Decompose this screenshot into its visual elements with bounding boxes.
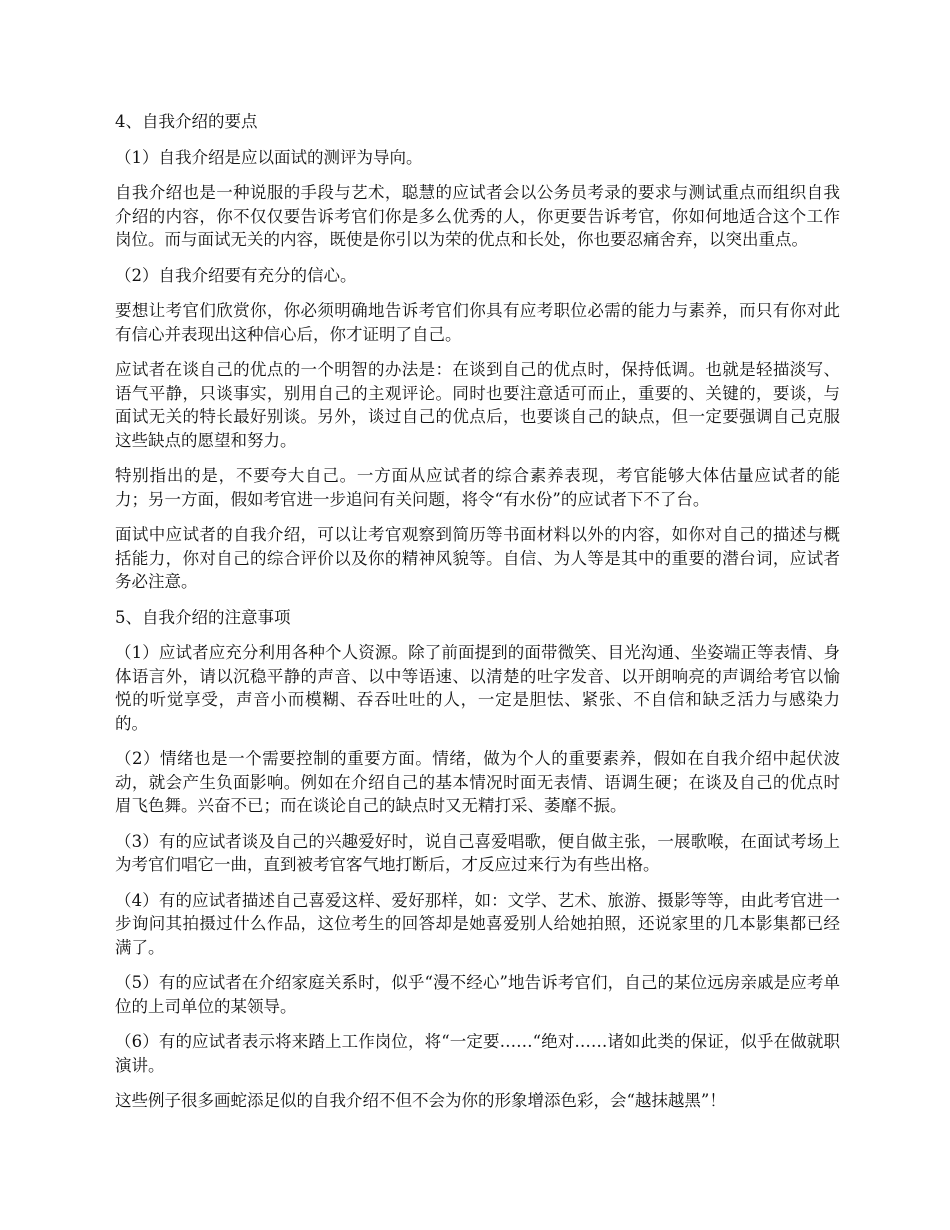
section-4-paragraph-7: 面试中应试者的自我介绍，可以让考官观察到简历等书面材料以外的内容，如你对自己的描述与概括能力，你对自己的综合评价以及你的精神风貌等。自信、为人等是其中的重要的潜台词，应试者务必注意。 xyxy=(115,525,840,591)
document-page xyxy=(115,110,840,1125)
section-4-heading: 4、自我介绍的要点 xyxy=(115,112,258,131)
section-4-paragraph-3: （2）自我介绍要有充分的信心。 xyxy=(115,265,357,285)
section-5-paragraph-7: 这些例子很多画蛇添足似的自我介绍不但不会为你的形象增添色彩，会“越抹越黑”！ xyxy=(115,1091,726,1110)
section-5-paragraph-4: （4）有的应试者描述自己喜爱这样、爱好那样，如：文学、艺术、旅游、摄影等等，由此考官进一步询问其拍摄过什么作品，这位考生的回答却是她喜爱别人给她拍照，还说家里的几本影集都已经满了。 xyxy=(115,890,840,957)
section-4-paragraph-2: 自我介绍也是一种说服的手段与艺术，聪慧的应试者会以公务员考录的要求与测试重点而组织自我介绍的内容，你不仅仅要告诉考官们你是多么优秀的人，你更要告诉考官，你如何地适合这个工作岗位。而与面试无关的内容，既使是你引以为荣的优点和长处，你也要忍痛舍弃，以突出重点。 xyxy=(115,183,840,249)
section-4-paragraph-6: 特别指出的是，不要夸大自己。一方面从应试者的综合素养表现，考官能够大体估量应试者的能力；另一方面，假如考官进一步追问有关问题，将令“有水份”的应试者下不了台。 xyxy=(115,466,840,509)
section-5-heading: 5、自我介绍的注意事项 xyxy=(115,607,291,627)
section-4-paragraph-4: 要想让考官们欣赏你，你必须明确地告诉考官们你具有应考职位必需的能力与素养，而只有你对此有信心并表现出这种信心后，你才证明了自己。 xyxy=(115,301,840,344)
section-4-paragraph-5: 应试者在谈自己的优点的一个明智的办法是：在谈到自己的优点时，保持低调。也就是轻描淡写、语气平静，只谈事实，别用自己的主观评论。同时也要注意适可而止，重要的、关键的，要谈，与面试无关的特长最好别谈。另外，谈过自己的优点后，也要谈自己的缺点，但一定要强调自己克服这些缺点的愿望和努力。 xyxy=(115,360,840,450)
section-5-paragraph-5: （5）有的应试者在介绍家庭关系时，似乎“漫不经心”地告诉考官们，自己的某位远房亲戚是应考单位的上司单位的某领导。 xyxy=(115,973,840,1016)
section-5-paragraph-1: （1）应试者应充分利用各种个人资源。除了前面提到的面带微笑、目光沟通、坐姿端正等表情、身体语言外，请以沉稳平静的声音、以中等语速、以清楚的吐字发音、以开朗响亮的声调给考官以愉悦的听觉享受，声音小而模糊、吞吞吐吐的人，一定是胆怯、紧张、不自信和缺乏活力与感染力的。 xyxy=(115,643,840,733)
section-5-paragraph-6: （6）有的应试者表示将来踏上工作岗位，将“一定要……“绝对……诸如此类的保证，似乎在做就职演讲。 xyxy=(115,1032,840,1075)
section-5-paragraph-3: （3）有的应试者谈及自己的兴趣爱好时，说自己喜爱唱歌，便自做主张，一展歌喉，在面试考场上为考官们唱它一曲，直到被考官客气地打断后，才反应过来行为有些出格。 xyxy=(115,831,840,874)
section-5-paragraph-2: （2）情绪也是一个需要控制的重要方面。情绪，做为个人的重要素养，假如在自我介绍中起伏波动，就会产生负面影响。例如在介绍自己的基本情况时面无表情、语调生硬；在谈及自己的优点时眉飞色舞。兴奋不已；而在谈论自己的缺点时又无精打采、萎靡不振。 xyxy=(115,749,840,815)
section-4-paragraph-1: （1）自我介绍是应以面试的测评为导向。 xyxy=(115,147,423,167)
